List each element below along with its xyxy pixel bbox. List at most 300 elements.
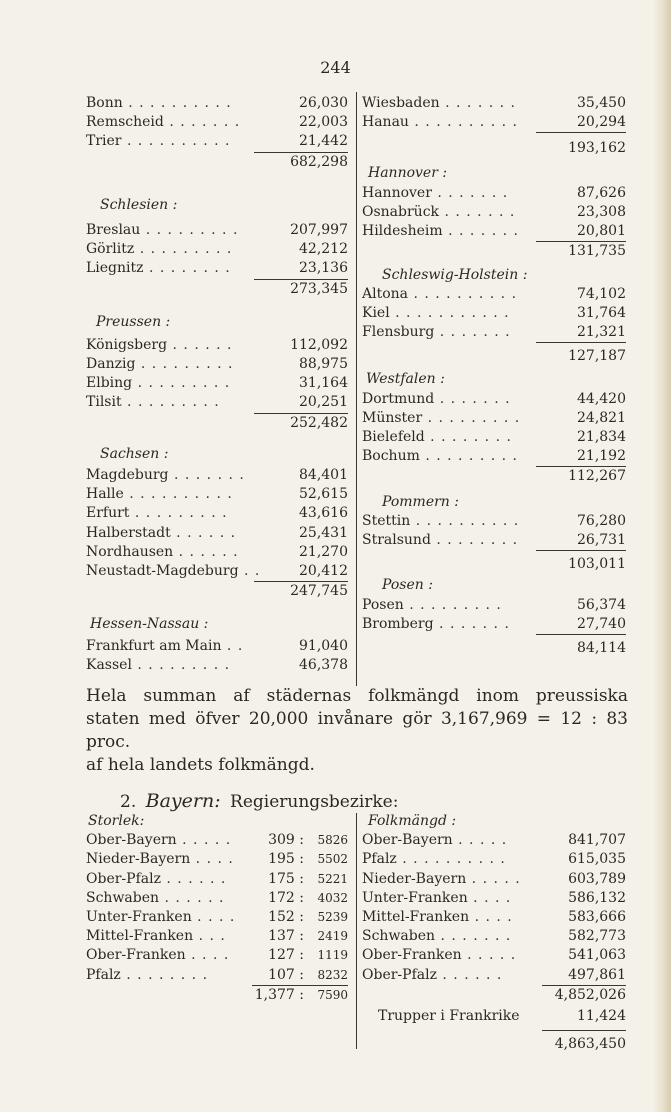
table-row bbox=[362, 447, 626, 466]
row-value: 87,626 bbox=[577, 184, 626, 201]
row-value-number: 172 bbox=[268, 889, 295, 906]
leader-dots: . . . . . . bbox=[159, 889, 225, 906]
rule bbox=[542, 1030, 626, 1031]
leader-dots: . . . . . . bbox=[436, 966, 503, 983]
row-label bbox=[86, 259, 231, 278]
row-label bbox=[362, 850, 506, 869]
trupper-label: Trupper i Frankrike bbox=[378, 1007, 520, 1024]
summary-line: staten med öfver 20,000 invånare gör 3,167,969 = 12 : 83 proc. bbox=[86, 709, 628, 752]
region-heading: Hannover : bbox=[368, 164, 448, 181]
row-ratio-value: 2419 bbox=[317, 929, 348, 944]
table-row bbox=[362, 184, 626, 203]
folk-subtotal: 4,852,026 bbox=[554, 986, 626, 1003]
leader-dots: . . . . . . . . . . bbox=[408, 114, 518, 131]
row-label bbox=[86, 946, 229, 965]
row-name: Ober-Bayern bbox=[86, 832, 177, 849]
row-value: 21,192 bbox=[577, 448, 626, 465]
row-value: 24,821 bbox=[577, 409, 626, 426]
row-name: Nordhausen bbox=[86, 543, 174, 560]
row-value-number: 137 bbox=[268, 928, 295, 945]
leader-dots: . . . . . . . . . bbox=[140, 221, 239, 238]
row-value: 21,270 bbox=[299, 543, 348, 560]
sachsen-rows bbox=[86, 466, 348, 581]
row-label bbox=[86, 374, 230, 393]
leader-dots: . . . . . bbox=[466, 870, 521, 887]
table-row bbox=[86, 524, 348, 543]
folkmangd-column bbox=[362, 812, 626, 1054]
row-value: 52,615 bbox=[299, 486, 348, 503]
row-ratio bbox=[317, 927, 348, 946]
row-label bbox=[86, 966, 208, 985]
row-label bbox=[86, 504, 228, 523]
row-label bbox=[86, 637, 243, 656]
leader-dots: . . . . . . . . . . bbox=[121, 133, 231, 150]
row-name: Ober-Franken bbox=[362, 947, 462, 964]
row-name: Remscheid bbox=[86, 114, 164, 131]
row-value: 31,164 bbox=[299, 375, 348, 392]
rule bbox=[536, 634, 626, 635]
region-heading: Schlesien : bbox=[100, 196, 178, 213]
row-value: 27,740 bbox=[577, 615, 626, 632]
row-label bbox=[86, 908, 235, 927]
leader-dots: . . . . bbox=[469, 908, 513, 925]
leader-dots: . . . . . . . . bbox=[430, 531, 519, 548]
row-ratio bbox=[317, 966, 348, 985]
table-row bbox=[362, 94, 626, 113]
rule bbox=[536, 132, 626, 133]
row-value-number: 195 bbox=[268, 851, 295, 868]
row-name: Ober-Pfalz bbox=[86, 870, 161, 887]
row-value: 137 : bbox=[268, 928, 304, 945]
leader-dots: . . . . . . bbox=[170, 524, 237, 541]
row-value: 175 : bbox=[268, 870, 304, 887]
row-label bbox=[362, 596, 502, 615]
row-name: Unter-Franken bbox=[86, 908, 192, 925]
row-label bbox=[86, 831, 231, 850]
row-label bbox=[362, 222, 519, 241]
row-value: 195 : bbox=[268, 851, 304, 868]
row-label bbox=[362, 304, 510, 323]
row-name: Mittel-Franken bbox=[86, 928, 194, 945]
row-name: Ober-Franken bbox=[86, 947, 186, 964]
row-name: Königsberg bbox=[86, 336, 168, 353]
row-name: Stralsund bbox=[362, 531, 431, 548]
table-row bbox=[362, 512, 626, 531]
leader-dots: . . . . . . . . bbox=[120, 966, 209, 983]
leader-dots: . . . . . . . . . bbox=[135, 356, 234, 373]
row-value: 35,450 bbox=[577, 95, 626, 111]
row-ratio-value: 4032 bbox=[317, 890, 348, 905]
storlek-total-ratio bbox=[317, 986, 348, 1005]
row-label bbox=[86, 113, 240, 132]
table-row bbox=[86, 946, 348, 965]
leader-dots: . . . . . . . bbox=[168, 467, 245, 483]
row-label bbox=[86, 889, 224, 908]
left-column bbox=[86, 94, 348, 675]
pommern-rows bbox=[362, 512, 626, 550]
folk-total: 4,863,450 bbox=[554, 1036, 626, 1053]
row-name: Pfalz bbox=[362, 851, 397, 868]
row-name: Halberstadt bbox=[86, 524, 171, 541]
row-value: 91,040 bbox=[299, 637, 348, 654]
subtotal: 682,298 bbox=[290, 153, 348, 170]
leader-dots: . . . . . bbox=[461, 947, 517, 964]
table-row bbox=[362, 222, 626, 241]
storlek-total-row bbox=[86, 986, 348, 1005]
row-name: Nieder-Bayern bbox=[86, 851, 191, 868]
table-row bbox=[362, 615, 626, 634]
row-label bbox=[362, 428, 512, 447]
region-heading: Posen : bbox=[382, 577, 433, 594]
row-name: Erfurt bbox=[86, 505, 130, 522]
row-name: Ober-Pfalz bbox=[362, 966, 437, 983]
summary-line: Hela summan af städernas folkmängd inom preussiska bbox=[86, 686, 628, 706]
storlek-total-value: 1,377 bbox=[254, 986, 295, 1003]
row-name: Schwaben bbox=[86, 889, 160, 906]
subtotal: 103,011 bbox=[568, 556, 626, 573]
row-label bbox=[86, 94, 232, 113]
table-row bbox=[86, 221, 348, 240]
table-row bbox=[86, 132, 348, 151]
row-value: 152 : bbox=[268, 908, 304, 925]
row-value: 25,431 bbox=[299, 524, 348, 541]
row-name: Elbing bbox=[86, 375, 133, 392]
westfalen-rows bbox=[362, 390, 626, 467]
row-name: Pfalz bbox=[86, 966, 121, 983]
row-label bbox=[362, 966, 502, 985]
row-name: Neustadt-Magdeburg bbox=[86, 562, 239, 579]
row-value-number: 309 bbox=[268, 832, 295, 849]
row-value: 497,861 bbox=[568, 966, 626, 983]
row-name: Altona bbox=[362, 285, 409, 302]
posen-rows bbox=[362, 596, 626, 634]
table-row bbox=[362, 850, 626, 869]
row-name: Liegnitz bbox=[86, 260, 144, 277]
table-row bbox=[86, 850, 348, 869]
region-heading: Hessen-Nassau : bbox=[90, 616, 209, 633]
row-label bbox=[362, 531, 518, 550]
row-value: 42,212 bbox=[299, 241, 348, 258]
leader-dots: . . . . . . . . . . bbox=[396, 851, 506, 868]
row-value: 172 : bbox=[268, 889, 304, 906]
row-label bbox=[86, 336, 232, 355]
row-value: 26,030 bbox=[299, 95, 348, 111]
row-name: Schwaben bbox=[362, 928, 436, 945]
leader-dots: . . . . . . . . . bbox=[129, 505, 228, 522]
table-row bbox=[86, 374, 348, 393]
folk-heading: Folkmängd : bbox=[368, 813, 457, 829]
region-heading: Westfalen : bbox=[366, 371, 445, 388]
section-name: Bayern: bbox=[145, 790, 221, 812]
row-label bbox=[86, 485, 233, 504]
region-heading: Pommern : bbox=[382, 493, 459, 510]
leader-dots: . . . . . . . bbox=[163, 114, 241, 131]
table-row bbox=[362, 908, 626, 927]
leader-dots: . . . . . . . . . bbox=[131, 656, 231, 673]
row-ratio-value: 8232 bbox=[317, 967, 348, 982]
row-label bbox=[86, 132, 231, 151]
row-value: 841,707 bbox=[568, 832, 626, 849]
row-name: Magdeburg bbox=[86, 467, 169, 483]
row-value: 586,132 bbox=[568, 889, 626, 906]
row-label bbox=[362, 831, 507, 850]
row-label bbox=[362, 390, 511, 409]
row-label bbox=[86, 221, 238, 240]
row-label bbox=[362, 870, 521, 889]
row-label bbox=[86, 466, 245, 485]
leader-dots: . . . . . . . bbox=[439, 95, 516, 111]
row-ratio bbox=[317, 870, 348, 889]
subtotal: 84,114 bbox=[577, 639, 626, 656]
row-value: 207,997 bbox=[290, 221, 348, 238]
row-label bbox=[362, 113, 518, 132]
row-value: 84,401 bbox=[299, 467, 348, 483]
table-row bbox=[362, 966, 626, 985]
row-ratio bbox=[317, 831, 348, 850]
row-label bbox=[362, 323, 511, 342]
table-row bbox=[86, 259, 348, 278]
row-value: 21,442 bbox=[299, 133, 348, 150]
row-value: 583,666 bbox=[568, 908, 626, 925]
leader-dots: . . . . . bbox=[452, 832, 508, 849]
row-value: 46,378 bbox=[299, 656, 348, 673]
row-value: 20,801 bbox=[577, 223, 626, 240]
row-name: Kassel bbox=[86, 656, 132, 673]
storlek-rows bbox=[86, 831, 348, 985]
table-row bbox=[86, 656, 348, 675]
table-row bbox=[86, 393, 348, 412]
row-value: 541,063 bbox=[568, 947, 626, 964]
table-row bbox=[86, 908, 348, 927]
subtotal: 247,745 bbox=[290, 583, 348, 600]
row-value: 20,412 bbox=[299, 562, 348, 579]
subtotal: 273,345 bbox=[290, 280, 348, 297]
leader-dots: . . . . . . . . bbox=[143, 260, 231, 277]
row-name: Bochum bbox=[362, 448, 420, 465]
leader-dots: . . . . bbox=[190, 851, 234, 868]
table-row bbox=[362, 531, 626, 550]
hessen-rows bbox=[86, 637, 348, 675]
leader-dots: . . . . . . . bbox=[442, 223, 519, 240]
row-ratio bbox=[317, 946, 348, 965]
leader-dots: . . . . . . . . . . bbox=[123, 486, 233, 503]
leader-dots: . . . . . . bbox=[173, 543, 239, 560]
leader-dots: . . . . . . . . . . . bbox=[389, 304, 510, 321]
leader-dots: . . . . . . . . . bbox=[403, 596, 502, 613]
row-label bbox=[86, 543, 239, 562]
leader-dots: . . . . bbox=[191, 908, 236, 925]
table-row bbox=[86, 466, 348, 485]
table-row bbox=[86, 355, 348, 374]
row-ratio-value: 1119 bbox=[317, 948, 348, 963]
row-label bbox=[86, 240, 232, 259]
table-row bbox=[362, 927, 626, 946]
row-name: Ober-Bayern bbox=[362, 832, 453, 849]
column-divider bbox=[356, 92, 357, 686]
table-row bbox=[362, 831, 626, 850]
trupper-value: 11,424 bbox=[577, 1007, 626, 1024]
table-row bbox=[86, 966, 348, 985]
table-row bbox=[86, 336, 348, 355]
row-name: Görlitz bbox=[86, 241, 135, 258]
row-name: Danzig bbox=[86, 356, 136, 373]
trupper-row bbox=[328, 1007, 626, 1026]
leader-dots: . . . . . . . . . bbox=[419, 448, 518, 465]
row-name: Bromberg bbox=[362, 615, 434, 632]
leader-dots: . . . . bbox=[467, 889, 512, 906]
subtotal: 131,735 bbox=[568, 243, 626, 260]
row-name: Hannover bbox=[362, 184, 432, 201]
row-label bbox=[86, 656, 230, 675]
row-label bbox=[86, 393, 220, 412]
row-name: Bielefeld bbox=[362, 429, 425, 445]
table-row bbox=[362, 409, 626, 428]
summary-line: af hela landets folkmängd. bbox=[86, 755, 315, 775]
row-value: 309 : bbox=[268, 832, 304, 849]
row-value: 31,764 bbox=[577, 304, 626, 321]
leader-dots: . . . . . . bbox=[167, 336, 233, 353]
right-column bbox=[362, 94, 626, 658]
leader-dots: . . . . . . . bbox=[435, 928, 512, 945]
row-value: 21,834 bbox=[577, 429, 626, 445]
row-value: 615,035 bbox=[568, 851, 626, 868]
row-label bbox=[86, 524, 236, 543]
table-row bbox=[86, 240, 348, 259]
table-row bbox=[86, 504, 348, 523]
leader-dots: . . . . . . . bbox=[434, 390, 511, 407]
row-value: 20,294 bbox=[577, 114, 626, 131]
row-name: Bonn bbox=[86, 95, 123, 111]
row-value: 44,420 bbox=[577, 390, 626, 407]
row-label bbox=[362, 285, 517, 304]
table-row bbox=[362, 946, 626, 965]
row-value-number: 152 bbox=[268, 908, 295, 925]
row-ratio-value: 5221 bbox=[317, 871, 348, 886]
row-name: Breslau bbox=[86, 221, 141, 238]
row-value: 76,280 bbox=[577, 512, 626, 529]
page-number: 244 bbox=[320, 58, 351, 77]
row-ratio bbox=[317, 889, 348, 908]
table-row bbox=[362, 428, 626, 447]
region-heading: Preussen : bbox=[96, 313, 171, 330]
row-label bbox=[362, 946, 516, 965]
row-label bbox=[362, 409, 520, 428]
table-row bbox=[362, 596, 626, 615]
row-ratio-value: 5239 bbox=[317, 909, 348, 924]
row-label bbox=[362, 908, 513, 927]
row-name: Hanau bbox=[362, 114, 409, 131]
section-subtitle: Regierungsbezirke: bbox=[230, 792, 399, 812]
table-row bbox=[86, 637, 348, 656]
row-label bbox=[86, 355, 234, 374]
row-name: Wiesbaden bbox=[362, 95, 440, 111]
table-row bbox=[362, 285, 626, 304]
row-name: Münster bbox=[362, 409, 423, 426]
leader-dots: . . . . . . bbox=[160, 870, 227, 887]
row-value: 74,102 bbox=[577, 285, 626, 302]
row-name: Trier bbox=[86, 133, 122, 150]
storlek-total-ratio-value: 7590 bbox=[317, 987, 348, 1002]
row-label bbox=[362, 203, 515, 222]
row-value: 112,092 bbox=[290, 336, 348, 353]
region-heading: Schleswig-Holstein : bbox=[382, 266, 528, 283]
row-name: Hildesheim bbox=[362, 223, 443, 240]
schlesien-rows bbox=[86, 221, 348, 279]
table-row bbox=[362, 889, 626, 908]
subtotal: 193,162 bbox=[568, 140, 626, 157]
table-row bbox=[86, 831, 348, 850]
leader-dots: . . . . . . . . . bbox=[422, 409, 521, 426]
row-label bbox=[362, 889, 511, 908]
table-row bbox=[362, 203, 626, 222]
row-name: Dortmund bbox=[362, 390, 435, 407]
row-label bbox=[86, 870, 226, 889]
leader-dots: . . . bbox=[193, 928, 226, 945]
leader-dots: . . . . . . . bbox=[431, 184, 509, 201]
row-ratio bbox=[317, 908, 348, 927]
row-label bbox=[362, 512, 519, 531]
table-row bbox=[86, 889, 348, 908]
rule bbox=[536, 342, 626, 343]
row-label bbox=[86, 562, 260, 581]
row-value: 107 : bbox=[268, 966, 304, 983]
rule bbox=[536, 550, 626, 551]
row-label bbox=[362, 184, 508, 203]
row-name: Nieder-Bayern bbox=[362, 870, 467, 887]
row-ratio bbox=[317, 850, 348, 869]
row-value: 21,321 bbox=[577, 324, 626, 341]
row-value: 127 : bbox=[268, 947, 304, 964]
row-label bbox=[362, 615, 510, 634]
region-heading: Sachsen : bbox=[100, 445, 169, 462]
table-row bbox=[362, 113, 626, 132]
table-row bbox=[86, 543, 348, 562]
row-value: 88,975 bbox=[299, 356, 348, 373]
row-name: Posen bbox=[362, 596, 404, 613]
storlek-total: 1,377 : bbox=[254, 986, 304, 1003]
table-row bbox=[362, 323, 626, 342]
table-row bbox=[362, 304, 626, 323]
row-value-number: 107 bbox=[268, 966, 295, 983]
table-row bbox=[86, 562, 348, 581]
page-binding-edge bbox=[653, 0, 671, 1112]
row-value: 22,003 bbox=[299, 114, 348, 131]
preussen-rows bbox=[86, 336, 348, 413]
row-value: 23,308 bbox=[577, 203, 626, 220]
summary-paragraph bbox=[86, 685, 628, 777]
row-label bbox=[362, 94, 516, 113]
row-ratio-value: 5502 bbox=[317, 852, 348, 867]
folk-rows bbox=[362, 831, 626, 985]
row-label bbox=[86, 927, 226, 946]
row-name: Halle bbox=[86, 486, 124, 503]
section-title bbox=[120, 790, 398, 812]
row-name: Mittel-Franken bbox=[362, 908, 470, 925]
row-label bbox=[86, 850, 234, 869]
leader-dots: . . bbox=[221, 637, 244, 654]
leader-dots: . . . . . . . . . bbox=[121, 394, 220, 411]
leader-dots: . . . . . . . . . . bbox=[408, 285, 518, 302]
leader-dots: . . . . . bbox=[176, 832, 232, 849]
table-row bbox=[362, 390, 626, 409]
section-number: 2. bbox=[120, 792, 137, 812]
storlek-heading: Storlek: bbox=[88, 813, 145, 829]
row-value: 26,731 bbox=[577, 531, 626, 548]
row-value: 23,136 bbox=[299, 260, 348, 277]
row-value: 43,616 bbox=[299, 505, 348, 522]
row-ratio-value: 5826 bbox=[317, 833, 348, 848]
subtotal: 127,187 bbox=[568, 348, 626, 365]
